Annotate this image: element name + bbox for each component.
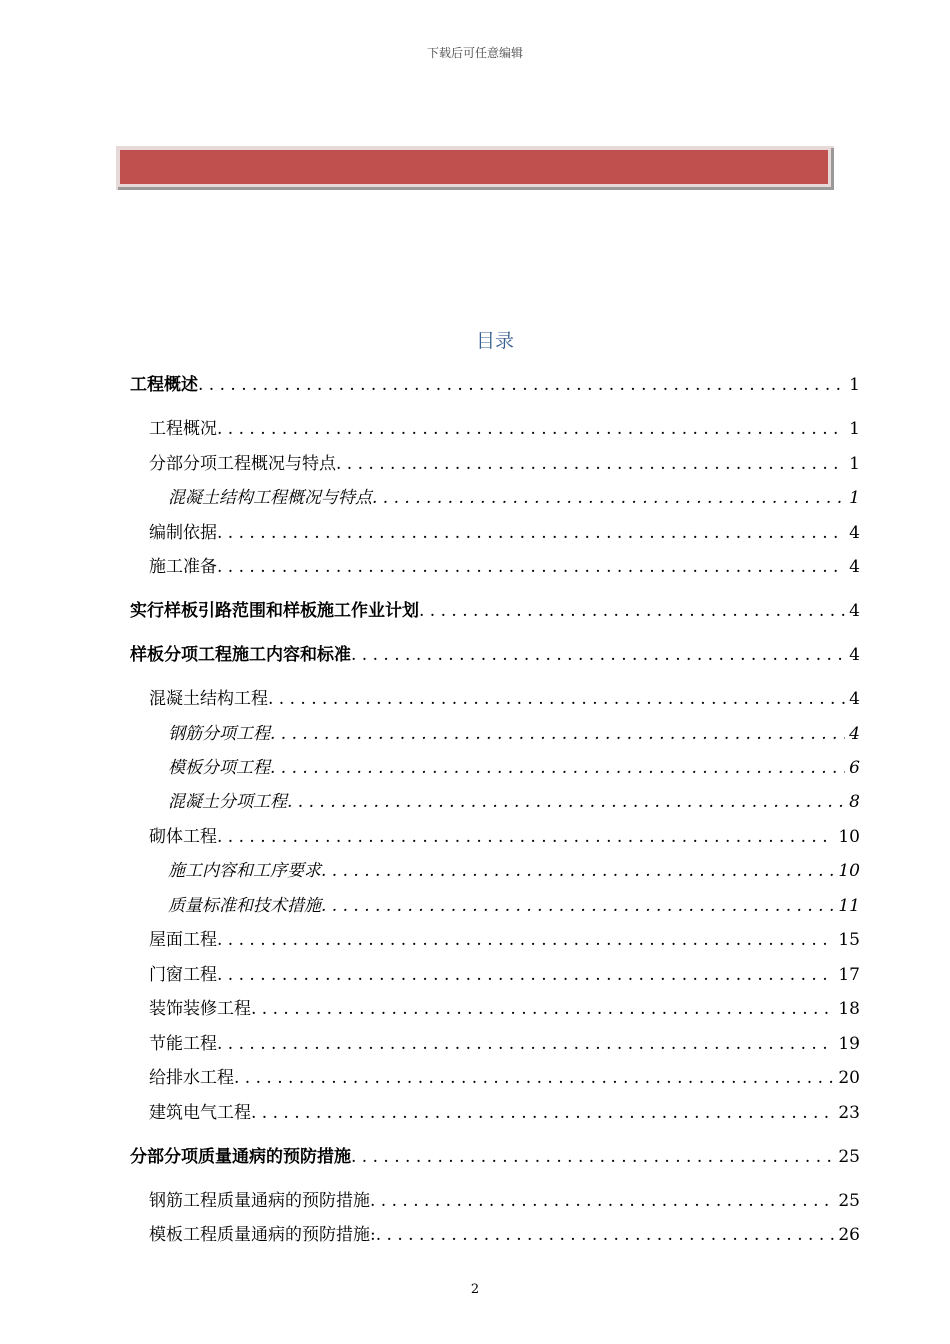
toc-entry-page: 20 [838,1068,860,1088]
toc-entry-page: 4 [849,601,860,621]
toc-entry[interactable] [149,414,860,440]
toc-entry-label: 编制依据 [149,523,217,543]
toc-entry[interactable] [149,822,860,848]
toc-entry-label: 分部分项工程概况与特点 [149,454,336,474]
toc-entry[interactable] [149,1029,860,1055]
toc-leader-dots [336,454,845,474]
toc-entry-page: 1 [849,454,860,474]
banner-shadow-right [831,148,834,190]
toc-leader-dots [351,1147,834,1167]
toc-entry-page: 6 [849,758,860,778]
toc-entry-label: 施工准备 [149,557,217,577]
toc-entry-label: 混凝土结构工程 [149,689,268,709]
toc-entry-page: 4 [849,724,860,744]
toc-entry-label: 样板分项工程施工内容和标准 [130,645,351,665]
toc-leader-dots [234,1068,834,1088]
toc-leader-dots [321,861,834,881]
toc-entry[interactable] [149,1098,860,1124]
page-header: 下载后可任意编辑 [426,46,523,60]
toc-entry-page: 11 [838,896,860,916]
toc-entry-label: 模板分项工程 [168,758,270,778]
toc-entry-page: 4 [849,689,860,709]
toc-entry-label: 给排水工程 [149,1068,234,1088]
toc-entry[interactable] [130,370,860,396]
toc-entry-label: 建筑电气工程 [149,1103,251,1123]
toc-leader-dots [217,1034,834,1054]
toc-entry-page: 4 [849,645,860,665]
toc-leader-dots [351,645,845,665]
toc-entry-page: 1 [849,375,860,395]
toc-entry[interactable] [168,719,860,745]
toc-entry-label: 模板工程质量通病的预防措施: [149,1225,376,1245]
toc-entry[interactable] [149,518,860,544]
page-number: 2 [470,1282,480,1297]
toc-leader-dots [217,930,834,950]
toc-entry-label: 门窗工程 [149,965,217,985]
toc-entry-label: 工程概况 [149,419,217,439]
toc-entry[interactable] [168,856,860,882]
toc-entry-page: 1 [849,488,860,508]
toc-entry-page: 15 [838,930,860,950]
toc-entry[interactable] [149,1063,860,1089]
toc-leader-dots [270,758,845,778]
toc-entry-label: 质量标准和技术措施 [168,896,321,916]
toc-entry[interactable] [130,596,860,622]
toc-entry[interactable] [168,891,860,917]
toc-entry[interactable] [149,552,860,578]
toc-entry[interactable] [149,1186,860,1212]
toc-leader-dots [268,689,845,709]
toc-entry[interactable] [168,787,860,813]
toc-entry-page: 10 [838,861,860,881]
toc-entry[interactable] [130,1142,860,1168]
toc-leader-dots [321,896,834,916]
toc-entry-page: 4 [849,557,860,577]
toc-entry-page: 25 [838,1191,860,1211]
toc-entry-page: 17 [838,965,860,985]
toc-leader-dots [419,601,845,621]
toc-leader-dots [287,792,845,812]
toc-entry[interactable] [149,1220,860,1246]
toc-leader-dots [376,1225,835,1245]
toc-entry-page: 1 [849,419,860,439]
toc-title: 目录 [475,330,514,352]
toc-leader-dots [217,827,834,847]
toc-entry-label: 施工内容和工序要求 [168,861,321,881]
toc-leader-dots [372,488,845,508]
toc-entry-label: 装饰装修工程 [149,999,251,1019]
banner-fill [120,150,828,184]
toc-entry[interactable] [130,640,860,666]
banner-shadow [118,187,834,190]
toc-entry-label: 节能工程 [149,1034,217,1054]
toc-leader-dots [217,419,845,439]
toc-leader-dots [217,965,834,985]
toc-entry-label: 分部分项质量通病的预防措施 [130,1147,351,1167]
toc-leader-dots [217,523,845,543]
toc-entry-page: 25 [838,1147,860,1167]
toc-entry[interactable] [149,449,860,475]
toc-entry-page: 23 [838,1103,860,1123]
toc-leader-dots [251,999,834,1019]
toc-entry[interactable] [168,753,860,779]
toc-leader-dots [198,375,845,395]
toc-entry-label: 混凝土结构工程概况与特点 [168,488,372,508]
toc-entry-label: 工程概述 [130,375,198,395]
title-banner [116,146,834,190]
toc-leader-dots [251,1103,834,1123]
toc-entry[interactable] [149,925,860,951]
toc-entry-page: 18 [838,999,860,1019]
toc-entry-page: 10 [838,827,860,847]
toc-entry-label: 实行样板引路范围和样板施工作业计划 [130,601,419,621]
toc-entry-page: 4 [849,523,860,543]
toc-entry-label: 混凝土分项工程 [168,792,287,812]
toc-entry-label: 钢筋分项工程 [168,724,270,744]
toc-entry-label: 钢筋工程质量通病的预防措施 [149,1191,370,1211]
toc-entry[interactable] [149,960,860,986]
toc-entry[interactable] [149,684,860,710]
toc-leader-dots [370,1191,834,1211]
toc-leader-dots [217,557,845,577]
toc-entry-label: 屋面工程 [149,930,217,950]
toc-entry-page: 26 [838,1225,860,1245]
toc-entry-label: 砌体工程 [149,827,217,847]
toc-entry-page: 19 [838,1034,860,1054]
toc-entry[interactable] [149,994,860,1020]
toc-entry-page: 8 [849,792,860,812]
toc-leader-dots [270,724,845,744]
toc-entry[interactable] [168,483,860,509]
